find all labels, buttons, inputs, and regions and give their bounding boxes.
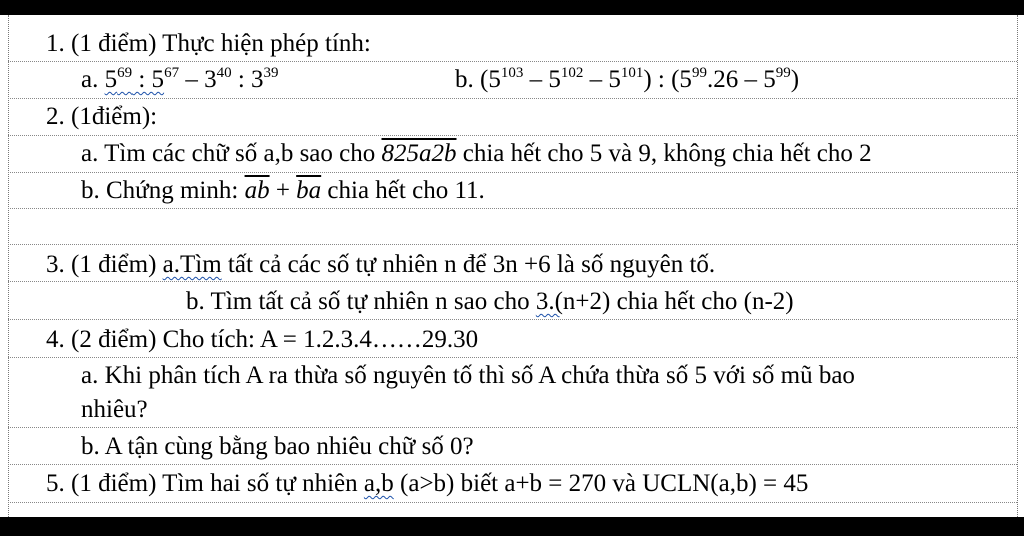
table-border-right — [1017, 15, 1018, 517]
q5: 5. (1 điểm) Tìm hai số tự nhiên a,b (a>b) biết a+b = 270 và UCLN(a,b) = 45 — [46, 470, 809, 497]
q4-part-b: b. A tận cùng bằng bao nhiêu chữ số 0? — [81, 433, 474, 460]
q2-a-number: 825a2b — [381, 140, 457, 167]
q2-title: 2. (1điểm): — [46, 103, 158, 130]
q2-b-term1: $\overline{ab}$ — [244, 177, 270, 204]
q3-b-spellcheck: 3.( — [535, 288, 563, 315]
q4-part-a-line2: nhiêu? — [81, 396, 148, 423]
q4-title: 4. (2 điểm) Cho tích: A = 1.2.3.4……29.30 — [46, 326, 479, 353]
q2-b-term2: $\overline{ba}$ — [296, 177, 322, 204]
q1-title: 1. (1 điểm) Thực hiện phép tính: — [46, 30, 371, 57]
q3-part-a: 3. (1 điểm) a.Tìm tất cả các số tự nhiên n để 3n +6 là số nguyên tố. — [46, 251, 716, 278]
table-row — [8, 209, 1017, 245]
q1-part-a: a. $5^{69}$ : $5^{67} - 3^{40}$ : $3^{39}$ — [81, 65, 279, 93]
q5-spellcheck: a,b — [363, 470, 394, 497]
left-margin — [0, 15, 8, 517]
q3-part-b: b. Tìm tất cả số tự nhiên n sao cho 3.(n+2) chia hết cho (n-2) — [186, 288, 794, 315]
q2-part-a: a. Tìm các chữ số a,b sao cho 825a2b chia hết cho 5 và 9, không chia hết cho 2 — [81, 140, 872, 167]
q1-a-label: a. — [81, 66, 105, 93]
worksheet — [0, 15, 1024, 517]
q3-a-spellcheck: a.Tìm — [162, 251, 222, 278]
q2-part-b: b. Chứng minh: $\overline{ab} + \overline{ba}$ chia hết cho 11. — [81, 177, 485, 204]
table-row — [8, 99, 1017, 136]
q1-a-term1: $5^{69}$ : 5 — [104, 65, 165, 93]
q1-part-b: b. $(5^{103} - 5^{102} - 5^{101})$ : $(5^{99}.26 - 5^{99})$ — [455, 65, 800, 93]
q4-part-a-line1: a. Khi phân tích A ra thừa số nguyên tố thì số A chứa thừa số 5 với số mũ bao — [81, 362, 855, 389]
